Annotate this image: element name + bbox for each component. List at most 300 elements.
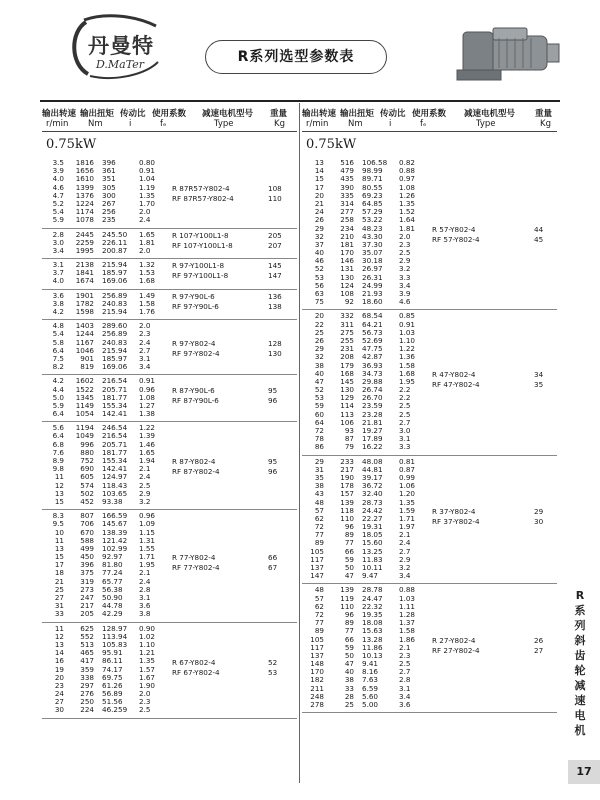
weight-value: 110 xyxy=(268,193,282,203)
speed-cell: 6.4 xyxy=(52,431,64,441)
table-row xyxy=(42,610,297,618)
torque-cell: 588 xyxy=(80,535,94,545)
torque-cell: 1224 xyxy=(75,198,94,208)
torque-cell: 47 xyxy=(344,659,354,669)
model-group xyxy=(302,157,557,310)
page-header xyxy=(0,0,600,100)
speed-cell: 40 xyxy=(314,368,324,378)
ratio-cell: 98.99 xyxy=(362,166,383,176)
table-row xyxy=(302,668,557,676)
table-row xyxy=(302,298,557,306)
speed-cell: 22 xyxy=(314,319,324,329)
factor-cell: 1.10 xyxy=(399,335,416,345)
speed-cell: 29 xyxy=(314,223,324,233)
ratio-cell: 145.67 xyxy=(102,519,128,529)
side-tab-char: R xyxy=(575,589,585,602)
speed-cell: 48 xyxy=(314,585,324,595)
torque-cell: 28 xyxy=(344,691,354,701)
table-row xyxy=(302,685,557,693)
unit-weight: Kg xyxy=(540,119,551,129)
ratio-cell: 15.63 xyxy=(362,626,383,636)
torque-cell: 1598 xyxy=(75,307,94,316)
speed-cell: 10 xyxy=(54,527,64,537)
weight-value: 35 xyxy=(534,379,544,389)
factor-cell: 1.09 xyxy=(139,519,156,529)
model-group xyxy=(42,375,297,422)
unit-torque: Nm xyxy=(348,119,363,129)
weight-value: 45 xyxy=(534,234,544,244)
speed-cell: 33 xyxy=(54,609,64,619)
ratio-cell: 24.99 xyxy=(362,280,383,290)
speed-cell: 29 xyxy=(314,344,324,354)
ratio-cell: 138.39 xyxy=(102,527,128,537)
model-group xyxy=(42,510,297,622)
ratio-cell: 169.06 xyxy=(102,362,128,372)
torque-cell: 314 xyxy=(340,198,354,208)
ratio-cell: 155.34 xyxy=(102,400,128,410)
torque-cell: 1901 xyxy=(75,290,94,300)
factor-cell: 1.86 xyxy=(399,634,416,644)
factor-cell: 1.19 xyxy=(139,182,156,192)
speed-cell: 24 xyxy=(314,207,324,217)
side-tab-char: 轮 xyxy=(574,664,586,677)
torque-cell: 1522 xyxy=(75,384,94,394)
factor-cell: 1.11 xyxy=(399,601,416,611)
weight-value: 95 xyxy=(268,385,278,395)
ratio-cell: 118.43 xyxy=(102,480,128,490)
speed-cell: 27 xyxy=(54,593,64,602)
torque-cell: 332 xyxy=(340,311,354,321)
factor-cell: 3.4 xyxy=(399,280,411,290)
factor-cell: 2.4 xyxy=(139,472,151,482)
factor-cell: 1.65 xyxy=(139,229,156,239)
factor-cell: 1.90 xyxy=(139,680,156,690)
speed-cell: 38 xyxy=(314,481,324,491)
speed-cell: 182 xyxy=(310,675,324,685)
torque-cell: 168 xyxy=(340,368,354,378)
speed-cell: 5.4 xyxy=(52,207,64,217)
ratio-cell: 105.83 xyxy=(102,639,128,649)
torque-cell: 231 xyxy=(340,344,354,354)
motor-type: R 67-Y802-4 xyxy=(172,657,216,667)
weight-value: 147 xyxy=(268,271,282,281)
ratio-cell: 396 xyxy=(102,158,116,167)
unit-torque: Nm xyxy=(88,119,103,129)
factor-cell: 3.4 xyxy=(399,571,411,581)
speed-cell: 31 xyxy=(314,464,324,474)
weight-value: 95 xyxy=(268,457,278,467)
ratio-cell: 23.59 xyxy=(362,401,383,411)
factor-cell: 2.1 xyxy=(399,642,411,652)
ratio-cell: 267 xyxy=(102,198,116,208)
speed-cell: 38 xyxy=(314,360,324,370)
factor-cell: 1.22 xyxy=(399,344,416,354)
header-rule xyxy=(40,100,560,102)
factor-cell: 2.3 xyxy=(399,650,411,660)
brand-name-cn: 丹曼特 xyxy=(88,34,154,58)
table-row xyxy=(302,619,557,627)
ratio-cell: 19.31 xyxy=(362,522,383,532)
factor-cell: 0.96 xyxy=(139,511,156,521)
right-groups xyxy=(302,157,557,713)
speed-cell: 89 xyxy=(314,626,324,636)
factor-cell: 1.94 xyxy=(139,456,156,465)
speed-cell: 15 xyxy=(314,174,324,184)
factor-cell: 1.04 xyxy=(139,174,156,184)
speed-cell: 4.2 xyxy=(52,376,64,386)
motor-type: R 77-Y802-4 xyxy=(172,553,216,563)
factor-cell: 0.82 xyxy=(399,158,416,167)
motor-type: R 97-Y90L-6 xyxy=(172,291,215,301)
speed-cell: 25 xyxy=(54,584,64,594)
weight-value: 128 xyxy=(268,338,282,348)
torque-cell: 113 xyxy=(340,409,354,419)
speed-cell: 78 xyxy=(314,434,324,444)
ratio-cell: 21.93 xyxy=(362,289,383,298)
ratio-cell: 64.85 xyxy=(362,198,383,208)
torque-cell: 124 xyxy=(340,280,354,290)
ratio-cell: 240.83 xyxy=(102,298,128,308)
torque-cell: 417 xyxy=(80,656,94,666)
ratio-cell: 50.90 xyxy=(102,593,123,602)
motor-type: RF 87-Y802-4 xyxy=(172,467,220,477)
brand-name-en: D.MaTer xyxy=(96,58,144,71)
speed-cell: 62 xyxy=(314,601,324,611)
speed-cell: 3.1 xyxy=(52,260,64,270)
model-group xyxy=(42,229,297,260)
speed-cell: 29 xyxy=(314,456,324,466)
speed-cell: 4.0 xyxy=(52,174,64,184)
side-tab-char: 速 xyxy=(574,694,586,707)
torque-cell: 224 xyxy=(80,705,94,715)
table-row xyxy=(302,290,557,298)
factor-cell: 2.1 xyxy=(139,464,151,474)
speed-cell: 20 xyxy=(314,311,324,321)
torque-cell: 880 xyxy=(80,447,94,457)
torque-cell: 1782 xyxy=(75,298,94,308)
torque-cell: 50 xyxy=(344,563,354,572)
motor-type: RF 77-Y802-4 xyxy=(172,563,220,573)
header-ratio: 传动比 xyxy=(120,109,146,119)
ratio-cell: 69.75 xyxy=(102,672,123,682)
torque-cell: 396 xyxy=(80,560,94,570)
speed-cell: 13 xyxy=(54,488,64,498)
factor-cell: 1.03 xyxy=(399,593,416,603)
ratio-cell: 185.97 xyxy=(102,353,128,363)
speed-cell: 21 xyxy=(314,198,324,208)
ratio-cell: 205.71 xyxy=(102,439,128,449)
speed-cell: 3.5 xyxy=(52,158,64,167)
ratio-cell: 19.27 xyxy=(362,426,383,435)
ratio-cell: 81.80 xyxy=(102,560,123,570)
factor-cell: 1.26 xyxy=(399,190,416,200)
ratio-cell: 6.59 xyxy=(362,683,379,693)
speed-cell: 48 xyxy=(314,497,324,507)
ratio-cell: 56.38 xyxy=(102,584,123,594)
table-row xyxy=(302,701,557,709)
factor-cell: 1.55 xyxy=(139,543,156,553)
torque-cell: 1610 xyxy=(75,174,94,184)
unit-factor: fₑ xyxy=(420,119,427,129)
speed-cell: 12 xyxy=(54,631,64,641)
speed-cell: 32 xyxy=(314,352,324,362)
table-row xyxy=(302,693,557,701)
ratio-cell: 13.28 xyxy=(362,634,383,644)
unit-ratio: i xyxy=(129,119,132,129)
factor-cell: 2.4 xyxy=(139,337,151,347)
factor-cell: 2.0 xyxy=(139,245,151,255)
ratio-cell: 103.65 xyxy=(102,488,128,498)
table-row xyxy=(302,611,557,619)
ratio-cell: 48.23 xyxy=(362,223,383,233)
speed-cell: 59 xyxy=(314,401,324,411)
motor-type: R 27-Y802-4 xyxy=(432,635,476,645)
speed-cell: 117 xyxy=(310,642,324,652)
factor-cell: 1.39 xyxy=(139,431,156,441)
torque-cell: 752 xyxy=(80,456,94,465)
torque-cell: 181 xyxy=(340,239,354,249)
ratio-cell: 226.11 xyxy=(102,237,128,247)
table-row xyxy=(42,277,297,285)
speed-cell: 147 xyxy=(310,571,324,581)
factor-cell: 1.21 xyxy=(139,648,156,658)
ratio-cell: 13.25 xyxy=(362,546,383,556)
factor-cell: 2.9 xyxy=(139,488,151,498)
ratio-cell: 65.77 xyxy=(102,576,123,586)
power-title: 0.75kW xyxy=(46,137,97,152)
torque-cell: 1244 xyxy=(75,329,94,339)
ratio-cell: 15.60 xyxy=(362,538,383,548)
speed-cell: 77 xyxy=(314,618,324,628)
speed-cell: 4.7 xyxy=(52,190,64,200)
factor-cell: 2.0 xyxy=(139,207,151,217)
side-tab-char: 电 xyxy=(574,709,586,722)
table-row xyxy=(42,363,297,371)
ratio-cell: 46.259 xyxy=(102,705,128,715)
table-row xyxy=(42,410,297,418)
factor-cell: 1.58 xyxy=(399,360,416,370)
ratio-cell: 169.06 xyxy=(102,276,128,286)
ratio-cell: 28.78 xyxy=(362,585,383,595)
ratio-cell: 51.56 xyxy=(102,697,123,707)
ratio-cell: 245.50 xyxy=(102,229,128,239)
table-row xyxy=(302,531,557,539)
torque-cell: 59 xyxy=(344,554,354,564)
page-title: R系列选型参数表 xyxy=(205,40,387,74)
ratio-cell: 16.22 xyxy=(362,442,383,452)
speed-cell: 6.4 xyxy=(52,345,64,355)
ratio-cell: 26.74 xyxy=(362,385,383,395)
speed-cell: 17 xyxy=(54,560,64,570)
factor-cell: 0.88 xyxy=(399,166,416,176)
ratio-cell: 240.83 xyxy=(102,337,128,347)
torque-cell: 670 xyxy=(80,527,94,537)
ratio-cell: 361 xyxy=(102,166,116,176)
torque-cell: 130 xyxy=(340,385,354,395)
speed-cell: 4.2 xyxy=(52,307,64,316)
speed-cell: 63 xyxy=(314,289,324,298)
factor-cell: 3.2 xyxy=(139,496,151,506)
torque-cell: 479 xyxy=(340,166,354,176)
side-tab-char: 齿 xyxy=(574,649,586,662)
ratio-cell: 28.73 xyxy=(362,497,383,507)
model-group xyxy=(42,259,297,290)
model-group xyxy=(42,623,297,719)
factor-cell: 1.65 xyxy=(139,447,156,457)
torque-cell: 250 xyxy=(80,697,94,707)
torque-cell: 130 xyxy=(340,272,354,282)
ratio-cell: 205.71 xyxy=(102,384,128,394)
ratio-cell: 74.17 xyxy=(102,664,123,674)
torque-cell: 179 xyxy=(340,360,354,370)
ratio-cell: 30.18 xyxy=(362,256,383,266)
ratio-cell: 44.78 xyxy=(102,601,123,611)
table-row xyxy=(302,435,557,443)
torque-cell: 1345 xyxy=(75,392,94,402)
speed-cell: 5.9 xyxy=(52,400,64,410)
ratio-cell: 23.28 xyxy=(362,409,383,419)
speed-cell: 20 xyxy=(54,672,64,682)
header-torque: 输出扭矩 xyxy=(80,109,115,119)
torque-cell: 217 xyxy=(340,464,354,474)
speed-cell: 57 xyxy=(314,593,324,603)
torque-cell: 335 xyxy=(340,190,354,200)
speed-cell: 77 xyxy=(314,530,324,540)
torque-cell: 297 xyxy=(80,680,94,690)
gear-motor-image xyxy=(455,18,565,88)
speed-cell: 105 xyxy=(310,634,324,644)
speed-cell: 170 xyxy=(310,667,324,677)
torque-cell: 277 xyxy=(340,207,354,217)
speed-cell: 20 xyxy=(314,190,324,200)
motor-type: RF 107-Y100L1-8 xyxy=(172,240,233,250)
speed-cell: 57 xyxy=(314,505,324,515)
ratio-cell: 215.94 xyxy=(102,345,128,355)
table-row xyxy=(302,636,557,644)
header-speed: 输出转速 xyxy=(42,109,77,119)
header-motor: 减速电机型号 xyxy=(202,109,254,119)
speed-cell: 60 xyxy=(314,409,324,419)
torque-cell: 690 xyxy=(80,464,94,474)
torque-cell: 1046 xyxy=(75,345,94,355)
torque-cell: 87 xyxy=(344,434,354,444)
torque-cell: 258 xyxy=(340,215,354,225)
ratio-cell: 21.81 xyxy=(362,417,383,427)
ratio-cell: 86.11 xyxy=(102,656,123,666)
ratio-cell: 89.71 xyxy=(362,174,383,184)
unit-motor: Type xyxy=(214,119,234,129)
factor-cell: 0.96 xyxy=(139,384,156,394)
factor-cell: 2.9 xyxy=(399,554,411,564)
factor-cell: 2.2 xyxy=(399,385,411,395)
ratio-cell: 181.77 xyxy=(102,447,128,457)
factor-cell: 2.7 xyxy=(399,546,411,556)
torque-cell: 319 xyxy=(80,576,94,586)
speed-cell: 3.4 xyxy=(52,245,64,255)
weight-value: 145 xyxy=(268,261,282,271)
torque-cell: 247 xyxy=(80,593,94,602)
torque-cell: 205 xyxy=(80,609,94,619)
motor-type: R 87R57-Y802-4 xyxy=(172,183,230,193)
factor-cell: 1.15 xyxy=(139,527,156,537)
factor-cell: 3.1 xyxy=(399,434,411,444)
motor-type: R 97-Y100L1-8 xyxy=(172,261,225,271)
speed-cell: 11 xyxy=(54,623,64,633)
speed-cell: 4.8 xyxy=(52,321,64,331)
speed-cell: 3.8 xyxy=(52,298,64,308)
torque-cell: 66 xyxy=(344,546,354,556)
factor-cell: 1.32 xyxy=(139,260,156,270)
torque-cell: 1602 xyxy=(75,376,94,386)
motor-type: R 47-Y802-4 xyxy=(432,369,476,379)
factor-cell: 0.81 xyxy=(399,456,416,466)
factor-cell: 1.70 xyxy=(139,198,156,208)
factor-cell: 2.3 xyxy=(139,697,151,707)
factor-cell: 3.6 xyxy=(399,700,411,709)
factor-cell: 1.22 xyxy=(139,423,156,433)
side-tab-char: 系 xyxy=(574,604,586,617)
speed-cell: 5.6 xyxy=(52,423,64,433)
factor-cell: 1.31 xyxy=(139,535,156,545)
side-tab-char: 列 xyxy=(574,619,586,632)
factor-cell: 2.5 xyxy=(399,659,411,669)
torque-cell: 1149 xyxy=(75,400,94,410)
ratio-cell: 256 xyxy=(102,207,116,217)
factor-cell: 1.59 xyxy=(399,505,416,515)
ratio-cell: 19.35 xyxy=(362,609,383,619)
ratio-cell: 56.73 xyxy=(362,327,383,337)
ratio-cell: 64.21 xyxy=(362,319,383,329)
motor-type: RF 97-Y90L-6 xyxy=(172,301,219,311)
header-torque: 输出扭矩 xyxy=(340,109,375,119)
torque-cell: 1167 xyxy=(75,337,94,347)
torque-cell: 516 xyxy=(340,158,354,167)
factor-cell: 3.4 xyxy=(139,362,151,372)
motor-type: RF 87R57-Y802-4 xyxy=(172,193,234,203)
ratio-cell: 18.05 xyxy=(362,530,383,540)
speed-cell: 62 xyxy=(314,513,324,523)
speed-cell: 5.8 xyxy=(52,337,64,347)
ratio-cell: 128.97 xyxy=(102,623,128,633)
motor-type: RF 37-Y802-4 xyxy=(432,516,480,526)
ratio-cell: 77.24 xyxy=(102,568,123,578)
factor-cell: 1.58 xyxy=(399,626,416,636)
torque-cell: 170 xyxy=(340,248,354,258)
speed-cell: 5.2 xyxy=(52,198,64,208)
torque-cell: 901 xyxy=(80,353,94,363)
weight-value: 27 xyxy=(534,645,544,655)
ratio-cell: 181.77 xyxy=(102,392,128,402)
header-weight: 重量 xyxy=(270,109,288,119)
ratio-cell: 22.32 xyxy=(362,601,383,611)
ratio-cell: 29.88 xyxy=(362,376,383,386)
speed-cell: 8.2 xyxy=(52,362,64,372)
ratio-cell: 121.42 xyxy=(102,535,128,545)
speed-cell: 27 xyxy=(54,697,64,707)
ratio-cell: 52.69 xyxy=(362,335,383,345)
torque-cell: 311 xyxy=(340,319,354,329)
factor-cell: 1.49 xyxy=(139,290,156,300)
table-row xyxy=(302,443,557,451)
speed-cell: 56 xyxy=(314,280,324,290)
motor-type: R 87-Y802-4 xyxy=(172,457,216,467)
left-column-header xyxy=(42,103,297,132)
torque-cell: 59 xyxy=(344,642,354,652)
ratio-cell: 215.94 xyxy=(102,307,128,316)
factor-cell: 1.08 xyxy=(139,392,156,402)
table-row xyxy=(302,419,557,427)
speed-cell: 13 xyxy=(54,639,64,649)
